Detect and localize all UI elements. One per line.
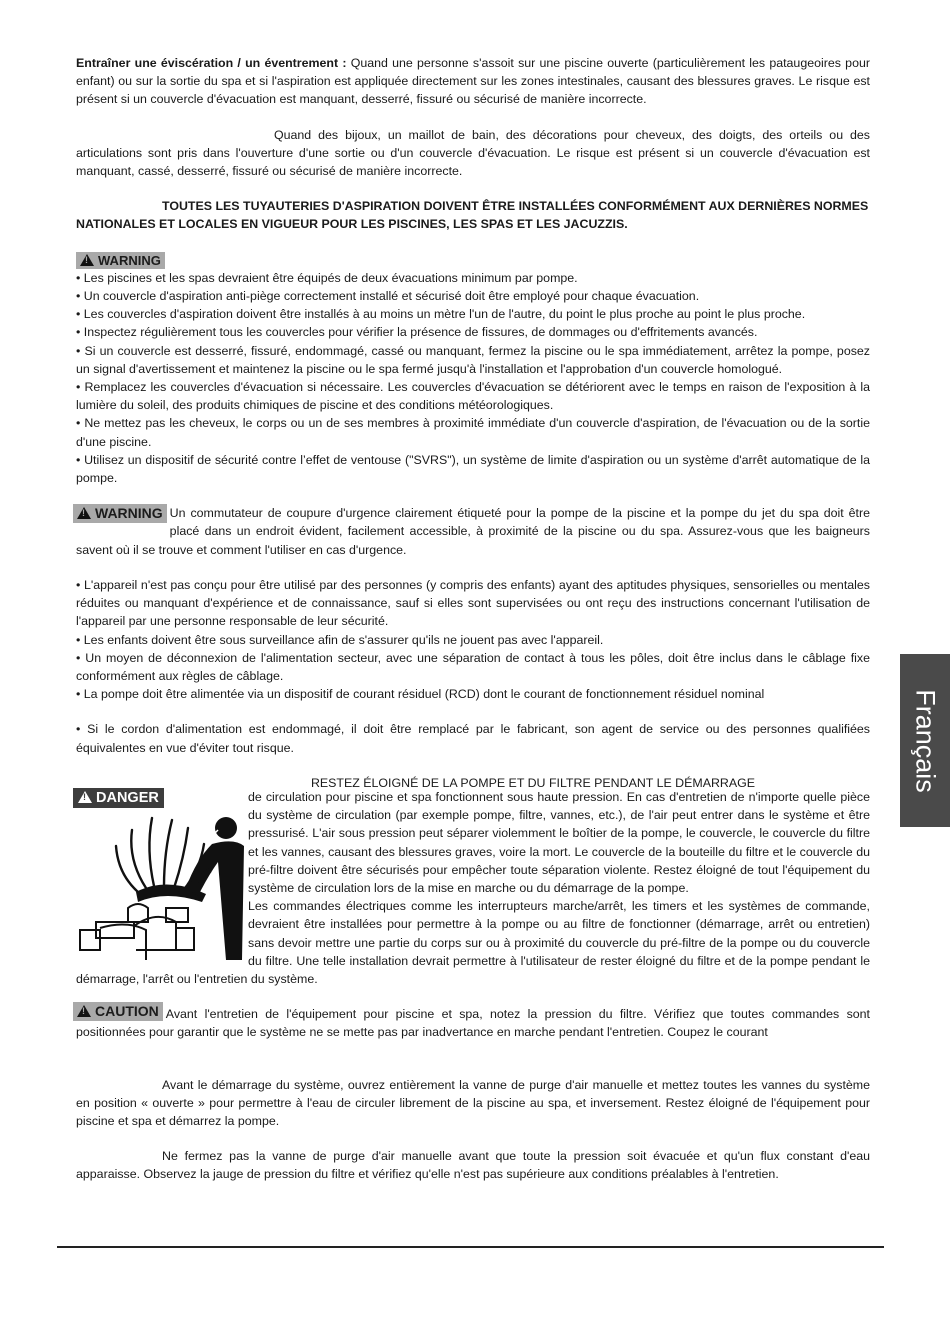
list-item: • Les couvercles d'aspiration doivent être installés à au moins un mètre l'un de l'autre, du point le plus proche au point le plus proche. <box>76 307 806 322</box>
entanglement-paragraph: Quand des bijoux, un maillot de bain, des décorations pour cheveux, des doigts, des orteils ou des articulations sont pris dans l'ouverture d'une sortie ou d'un couvercle d'évacuation. Le risque est présent si un couvercle d'évacuation est manquant, cassé, desserré, fissuré ou sécurisé de manière incorrecte. <box>76 127 870 179</box>
air-relief-paragraph: Ne fermez pas la vanne de purge d'air manuelle avant que toute la pression soit évacuée et qu'un flux constant d'eau apparaisse. Observez la jauge de pression du filtre et vérifiez qu'elle n'est pas supérieure aux conditions préalables à l'entretien. <box>76 1149 870 1182</box>
warning-label-2: !WARNING <box>73 504 167 523</box>
caution-section <box>76 1005 870 1041</box>
list-item: • Remplacez les couvercles d'évacuation si nécessaire. Les couvercles d'évacuation se détériorent avec le temps en raison de l'exposition à la lumière du soleil, des produits chimiques de piscine et des conditions météorologiques. <box>76 380 870 413</box>
warning-triangle-icon <box>77 507 91 519</box>
emergency-switch-text: Un commutateur de coupure d'urgence clairement étiqueté pour la pompe de la piscine et la pompe du jet du spa doit être placé dans un endroit évident, facilement accessible, à proximité de la piscine ou du spa. Assurez-vous que les baigneurs savent où il se trouve et comment l'utiliser en cas d'urgence. <box>76 506 870 557</box>
list-item: • Un moyen de déconnexion de l'alimentation secteur, avec une séparation de contact à tous les pôles, doit être inclus dans le câblage fixe conformément aux règles de câblage. <box>76 650 870 683</box>
caution-label: !CAUTION <box>73 1002 163 1021</box>
warning-list <box>76 269 870 487</box>
evisceration-text: Quand une personne s'assoit sur une piscine ouverte (particulièrement les pataugeoires pour enfant) ou sur la sortie du spa et si l'aspiration est appliquée directement sur les zones intestinales, causant des blessures graves. Le risque est présent si un couvercle d'évacuation est manquant, desserré, fissuré ou sécurisé de manière incorrecte. <box>76 56 870 107</box>
warning-triangle-icon <box>77 1005 91 1017</box>
suction-piping-notice: TOUTES LES TUYAUTERIES D'ASPIRATION DOIVENT ÊTRE INSTALLÉES CONFORMÉMENT AUX DERNIÈRES NORMES NATIONALES ET LOCALES EN VIGUEUR POUR LES PISCINES, LES SPAS ET LES JACUZZIS. <box>76 199 869 232</box>
warning-triangle-icon <box>80 254 94 266</box>
evisceration-heading: Entraîner une éviscération / un éventrement : <box>76 56 347 70</box>
list-item: • Les piscines et les spas devraient être équipés de deux évacuations minimum par pompe. <box>76 270 578 285</box>
startup-paragraph: Avant le démarrage du système, ouvrez entièrement la vanne de purge d'air manuelle et mettez toutes les vannes du système en position « ouverte » pour permettre à l'eau de circuler librement de la piscine au spa, et inversement. Restez éloigné de l'équipement pour piscine et spa et démarrez la pompe. <box>76 1077 870 1128</box>
footer-rule <box>57 1246 884 1248</box>
list-item: • L'appareil n'est pas conçu pour être utilisé par des personnes (y compris des enfants) ayant des aptitudes physiques, sensorielles ou mentales réduites ou manquant d'expérience et de connaissance, sauf si elles sont supervisées ou ont reçu des instructions concernant l'utilisation de l'appareil par une personne responsable de leur sécurité. <box>76 577 870 629</box>
list-item: • Utilisez un dispositif de sécurité contre l’effet de ventouse ("SVRS"), un système de limite d'aspiration ou un système d'arrêt automatique de la pompe. <box>76 452 870 486</box>
caution-text: Avant l'entretien de l'équipement pour piscine et spa, notez la pression du filtre. Vérifiez que toutes commandes sont positionnées pour garantir que le système ne se mette pas par inadvertance en marche pendant l'entretien. Coupez le courant <box>76 1007 870 1040</box>
language-tab-label: Français <box>910 688 941 793</box>
evisceration-paragraph <box>76 54 870 109</box>
list-item: • La pompe doit être alimentée via un dispositif de courant résiduel (RCD) dont le courant de fonctionnement résiduel nominal <box>76 687 765 702</box>
appliance-notes <box>76 576 870 703</box>
list-item: • Si un couvercle est desserré, fissuré, endommagé, cassé ou manquant, fermez la piscine ou le spa immédiatement, arrêtez la pompe, posez un signal d'avertissement et maintenez la piscine ou le spa fermé jusqu'à l'installation et l'approbation d'un couvercle homologué. <box>76 343 870 376</box>
danger-section <box>76 774 870 988</box>
warning-label-1 <box>76 251 870 269</box>
list-item: • Un couvercle d'aspiration anti-piège correctement installé et sécurisé doit être employé pour chaque évacuation. <box>76 289 700 304</box>
warning-label-text: WARNING <box>98 252 161 268</box>
warning-triangle-icon <box>78 791 92 803</box>
language-tab <box>900 654 950 827</box>
emergency-switch-warning <box>76 504 870 559</box>
list-item: • Inspectez régulièrement tous les couvercles pour vérifier la présence de fissures, de dommages ou d'effritements avancés. <box>76 325 758 340</box>
danger-label: !DANGER <box>73 788 164 808</box>
power-cord-note: • Si le cordon d'alimentation est endommagé, il doit être remplacé par le fabricant, son agent de service ou des personnes qualifiées équivalentes en vue d'éviter tout risque. <box>76 722 870 755</box>
danger-text-2: Les commandes électriques comme les interrupteurs marche/arrêt, les timers et les systèmes de commande, devraient être installées pour permettre à la pompe ou au filtre de fonctionner (démarrage, arrêt ou entretien) sans devoir mettre une partie du corps sur ou à proximité du couvercle du pré-filtre de la pompe ou du couvercle du filtre. Une telle installation devrait permettre à l'utilisateur de rester éloigné du filtre et de la pompe pendant le démarrage, l'arrêt ou l'entretien du système. <box>76 899 870 986</box>
list-item: • Ne mettez pas les cheveux, le corps ou un de ses membres à proximité immédiate d'un couvercle d'aspiration, de l'évacuation ou de la sortie d'une piscine. <box>76 416 870 449</box>
danger-text-1: de circulation pour piscine et spa fonctionnent sous haute pression. En cas d'entretien de n'importe quelle pièce du système de circulation (par exemple pompe, filtre, vannes, etc.), de l'air peut entrer dans le système et être pressurisé. L'air sous pression peut séparer violemment le boîtier de la pompe, le couvercle, le couvercle du filtre et les vannes, causant des blessures graves, voire la mort. Le couvercle de la bouteille du filtre et le couvercle du pré-filtre doivent être sécurisés pour empêcher toute séparation violente. Restez éloigné de tout l'équipement du système de circulation lors de la mise en marche ou du démarrage de la pompe. <box>248 789 870 895</box>
pump-explosion-figure <box>76 810 246 960</box>
list-item: • Les enfants doivent être sous surveillance afin de s'assurer qu'ils ne jouent pas avec l'appareil. <box>76 632 604 647</box>
danger-heading: RESTEZ ÉLOIGNÉ DE LA POMPE ET DU FILTRE PENDANT LE DÉMARRAGE <box>310 775 756 790</box>
manual-page <box>76 54 870 1184</box>
